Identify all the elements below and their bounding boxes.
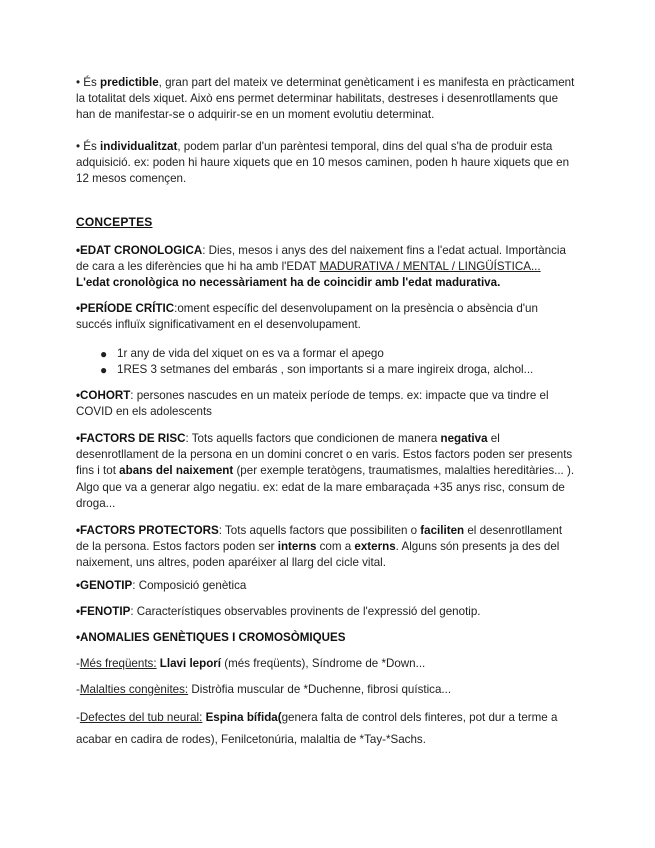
- concept-term: •FACTORS DE RISC: [76, 432, 186, 445]
- text: : Composició genètica: [132, 579, 247, 592]
- concept-genotip: [76, 578, 576, 594]
- concept-fenotip: [76, 604, 576, 620]
- concept-cohort: [76, 388, 576, 420]
- anomalies-line: [76, 707, 576, 751]
- underlined-label: Més freqüents:: [79, 657, 157, 670]
- concept-periode-critic: [76, 301, 576, 333]
- text: , gran part del mateix ve determinat genèticament i es manifesta en pràcticament la totalitat dels xiquet. Això ens permet determinar habilitats, destreses i desenrotllaments que han de manifestar-se o adquirir-se en un moment evolutiu determinat.: [76, 76, 575, 122]
- text: el desenrotllament de la persona. Estos factors poden ser: [76, 524, 563, 554]
- anomalies-line: [76, 656, 576, 672]
- text: Distròfia muscular de *Duchenne, fibrosi quística...: [191, 683, 452, 696]
- anomalies-line: [76, 682, 576, 698]
- bold-term: negativa: [440, 432, 488, 445]
- dash: -: [76, 657, 80, 670]
- concept-edat-cronologica: [76, 243, 576, 292]
- bold-term: individualitzat: [100, 140, 178, 153]
- text: . Alguns són presents ja des del naixement, uns altres, poden aparéixer al llarg del cicle vital.: [76, 540, 560, 570]
- text: • És: [76, 76, 101, 89]
- bold-term: faciliten: [420, 524, 465, 537]
- bold-term: Espina bífida(: [205, 711, 282, 724]
- text: (per exemple teratògens, traumatismes, malalties hereditàries... ). Algo que va a generar algo negatiu. ex: edat de la mare embaraçada +35 anys risc, consum de droga...: [76, 464, 575, 510]
- bold-term: predictible: [100, 76, 159, 89]
- concept-anomalies: [76, 630, 576, 646]
- text: : Característiques observables provinents de l'expressió del genotip.: [130, 605, 481, 618]
- bold-term: Llavi leporí: [159, 657, 222, 670]
- concept-term: •COHORT: [76, 389, 131, 402]
- list-item-text: 1r any de vida del xiquet on es va a formar el apego: [117, 347, 384, 360]
- concept-factors-protectors: [76, 523, 576, 572]
- text: : Dies, mesos i anys des del naixement fins a l'edat actual. Importància de cara a les diferències que hi ha amb l'EDAT: [76, 244, 566, 274]
- concept-term: •FENOTIP: [76, 605, 131, 618]
- dash: -: [76, 683, 80, 696]
- concept-term: •PERÍODE CRÍTIC: [76, 302, 175, 315]
- bold-term: interns: [277, 540, 317, 554]
- underlined-label: Defectes del tub neural:: [79, 711, 203, 724]
- section-heading: CONCEPTES: [76, 215, 153, 229]
- text: • És: [76, 140, 101, 153]
- text: : persones nascudes en un mateix període de temps. ex: impacte que va tindre el COVID en els adolescents: [76, 389, 549, 419]
- paragraph-predictible: [76, 75, 576, 124]
- bold-term: abans del naixement: [119, 464, 234, 478]
- text: :oment específic del desenvolupament on la presència o absència d'un succés influïx significativament en el desenvolupament.: [76, 302, 538, 332]
- text: el desenrotllament de la persona en un domini concret o en varis. Estos factors poden ser presents fins i tot: [76, 432, 573, 478]
- bullet-icon: ●: [100, 347, 108, 361]
- concept-term: •GENOTIP: [76, 579, 133, 592]
- dash: -: [76, 711, 80, 724]
- concept-factors-risc: [76, 431, 576, 512]
- bullet-icon: ●: [100, 363, 108, 377]
- concept-term: •ANOMALIES GENÈTIQUES I CROMOSÒMIQUES: [76, 631, 346, 644]
- text: , podem parlar d'un parèntesi temporal, dins del qual s'ha de produir esta adquisició. ex: poden hi haure xiquets que en 10 mesos caminen, poden h haure xiquets que en 12 mesos començen.: [76, 140, 570, 186]
- text: : Tots aquells factors que possibiliten o: [218, 524, 421, 537]
- paragraph-individualitzat: [76, 139, 576, 188]
- list-item-text: 1RES 3 setmanes del embarás , son importants si a mare ingireix droga, alchol...: [117, 363, 534, 376]
- concept-term: •EDAT CRONOLOGICA: [76, 244, 203, 257]
- underlined-text: MADURATIVA / MENTAL / LINGÜÍSTICA...: [319, 260, 541, 274]
- text: : Tots aquells factors que condicionen de manera: [185, 432, 441, 445]
- concept-term: •FACTORS PROTECTORS: [76, 524, 219, 537]
- text: genera falta de control dels finteres, pot dur a terme a acabar en cadira de rodes), Fenilcetonúria, malaltia de *Tay-*Sachs.: [76, 711, 558, 746]
- bold-statement: L'edat cronològica no necessàriament ha de coincidir amb l'edat madurativa.: [76, 276, 501, 290]
- text: com a: [316, 540, 355, 554]
- text: (més freqüents), Síndrome de *Down...: [221, 657, 426, 670]
- bold-term: externs: [354, 540, 396, 554]
- underlined-label: Malalties congènites:: [79, 683, 189, 696]
